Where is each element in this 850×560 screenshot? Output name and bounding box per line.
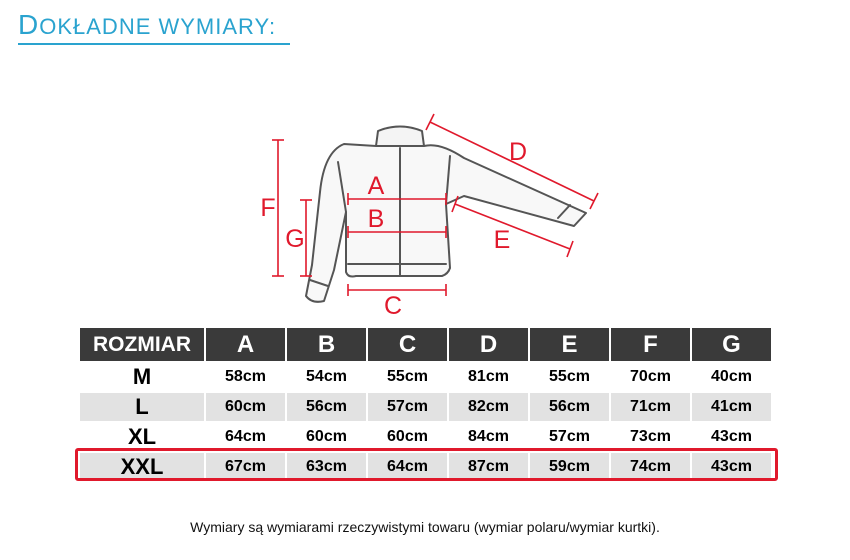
size-label: XL <box>80 423 204 451</box>
table-cell: 56cm <box>287 393 366 421</box>
table-cell: 60cm <box>368 423 447 451</box>
column-header-g: G <box>692 328 771 361</box>
table-cell: 74cm <box>611 453 690 481</box>
table-cell: 60cm <box>206 393 285 421</box>
table-cell: 43cm <box>692 423 771 451</box>
table-cell: 43cm <box>692 453 771 481</box>
table-cell: 82cm <box>449 393 528 421</box>
label-c: C <box>383 292 403 320</box>
table-row-xl <box>80 423 771 451</box>
jacket-measurement-diagram <box>240 100 620 322</box>
jacket-outline-icon <box>240 100 620 322</box>
table-cell: 71cm <box>611 393 690 421</box>
column-header-e: E <box>530 328 609 361</box>
table-row-l <box>80 393 771 421</box>
label-g: G <box>285 225 305 253</box>
label-b: B <box>367 205 385 233</box>
page-title-initial: D <box>18 9 40 40</box>
title-underline <box>18 43 290 45</box>
table-cell: 56cm <box>530 393 609 421</box>
column-header-c: C <box>368 328 447 361</box>
table-cell: 64cm <box>206 423 285 451</box>
table-cell: 63cm <box>287 453 366 481</box>
table-cell: 87cm <box>449 453 528 481</box>
label-a: A <box>367 172 385 200</box>
table-cell: 40cm <box>692 363 771 391</box>
column-header-a: A <box>206 328 285 361</box>
xxl-row-highlight <box>75 448 778 481</box>
page-title <box>18 10 276 42</box>
label-d: D <box>508 138 528 166</box>
label-f: F <box>260 194 276 222</box>
table-cell: 58cm <box>206 363 285 391</box>
table-cell: 57cm <box>368 393 447 421</box>
page-title-rest: OKŁADNE WYMIARY: <box>39 14 277 39</box>
table-cell: 57cm <box>530 423 609 451</box>
table-cell: 59cm <box>530 453 609 481</box>
table-row-m <box>80 363 771 391</box>
column-header-size: ROZMIAR <box>80 328 204 361</box>
table-cell: 64cm <box>368 453 447 481</box>
size-label: M <box>80 363 204 391</box>
table-cell: 73cm <box>611 423 690 451</box>
table-cell: 41cm <box>692 393 771 421</box>
label-e: E <box>493 226 511 254</box>
size-label: XXL <box>80 453 204 481</box>
column-header-d: D <box>449 328 528 361</box>
table-cell: 55cm <box>368 363 447 391</box>
table-cell: 55cm <box>530 363 609 391</box>
table-cell: 70cm <box>611 363 690 391</box>
column-header-b: B <box>287 328 366 361</box>
table-cell: 60cm <box>287 423 366 451</box>
table-cell: 67cm <box>206 453 285 481</box>
footer-note: Wymiary są wymiarami rzeczywistymi towaru (wymiar polaru/wymiar kurtki). <box>190 519 660 535</box>
table-cell: 54cm <box>287 363 366 391</box>
column-header-f: F <box>611 328 690 361</box>
table-cell: 84cm <box>449 423 528 451</box>
table-cell: 81cm <box>449 363 528 391</box>
size-table-header-row <box>80 328 771 361</box>
size-label: L <box>80 393 204 421</box>
